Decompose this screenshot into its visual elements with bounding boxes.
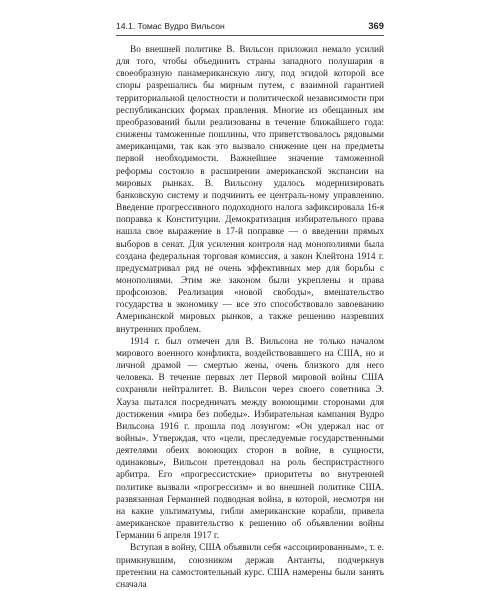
page-number: 369: [368, 20, 384, 31]
paragraph-2: 1914 г. был отмечен для В. Вильсона не только началом мирового военного конфликта, воздействовавшего на США, но и личной драмой — смертью жены, очень близкого для него человека. В течение первых лет Первой мировой войны США сохраняли нейтралитет. В. Вильсон через своего советника Э. Хауза пытался посредничать между воюющими сторонами для достижения «мира без победы». Избирательная кампания Вудро Вильсона 1916 г. прошла под лозунгом: «Он удержал нас от войны». Утверждая, что «цели, преследуемые государственными деятелями обеих воюющих сторон в войне, в сущности, одинаковы», Вильсон претендовал на роль беспристрастного арбитра. Его «прогрессистские» приоритеты во внутренней политике вызвали «прогрессизм» и во внешней политике США. развязанная Германией подводная война, в которой, несмотря ни на какие ультиматумы, гибли американские корабли, привела американское правительство к решению об объявлении войны Германии 6 апреля 1917 г.: [116, 336, 384, 542]
section-title: 14.1. Томас Вудро Вильсон: [116, 21, 225, 31]
page-body: [116, 44, 384, 591]
running-header: [116, 19, 384, 36]
paragraph-3: Вступая в войну, США объявили себя «ассоциированным», т. е. примкнувшим, союзником держав Антанты, подчеркнув претензии на самостоятельный курс. США намерены были занять сначала: [116, 543, 384, 590]
paragraph-1: Во внешней политике В. Вильсон приложил немало усилий для того, чтобы объединить страны западного полушария в своеобразную панамериканскую лигу, под эгидой которой все споры разрешались бы мирным путем, с взаимной гарантией территориальной целостности и политической независимости при республиканских формах правления. Многие из обещанных им преобразований были реализованы в течение ближайшего года: снижены таможенные пошлины, что приветствовалось рядовыми американцами, так как это вызвало снижение цен на предметы первой необходимости. Важнейшее значение таможенной реформы состояло в расширении американской экспансии на мировых рынках. В. Вильсону удалось модернизировать банковскую систему и подчинить ее централь-ному управлению. Введение прогрессивного подоходного налога зафиксировала 16-я поправка к Конституции. Демократизация избирательного права нашла свое выражение в 17-й поправке — о введении прямых выборов в сенат. Для усиления контроля над монополиями была создана федеральная торговая комиссия, а закон Клейтона 1914 г. предусматривал ряд не очень эффективных мер для борьбы с монополиями. Этим же законом были укреплены и права профсоюзов. Реализация «новой свободы», вмешательство государства в экономику — все это способствовало завоеванию Американской мировых рынков, а также решению назревших внутренних проблем.: [116, 45, 384, 335]
